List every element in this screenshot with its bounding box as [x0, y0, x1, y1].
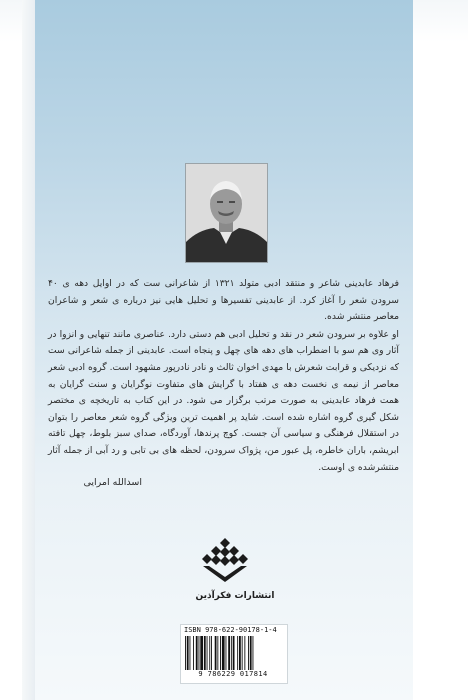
barcode-bar [187, 636, 189, 670]
barcode-bar [231, 636, 232, 670]
barcode-bar [185, 636, 186, 670]
barcode-bar [199, 636, 200, 670]
bio-author-signature: اسدالله امرایی [83, 477, 142, 488]
bio-paragraph-1: فرهاد عابدینی شاعر و منتقد ادبی متولد ۱۳۲۱ از شاعرانی ست که در اوایل دهه ی ۴۰ سرودن شعر را آغاز کرد. از عابدینی تفسیرها و تحلیل هایی نیز درباره ی شعر و شاعران معاصر منتشر شده. [48, 278, 399, 323]
barcode-bar [228, 636, 230, 670]
barcode-bar [204, 636, 206, 670]
barcode-bar [211, 636, 212, 670]
barcode-bar [220, 636, 221, 670]
bio-paragraph-2: او علاوه بر سرودن شعر در نقد و تحلیل ادبی هم دستی دارد. عناصری مانند تنهایی و انزوا در آثار وی هم سو با اضطراب های دهه های چهل و پنجاه است. عابدینی از جمله شاعرانی ست که نزدیکی و قرابت شعرش با مهدی اخوان ثالث و نادر نادرپور مشهود است. گروه ادبی شعر معاصر از نیمه ی نخست دهه ی هفتاد با گرایش های متفاوت نوگرایان و سنت گرایان به همت فرهاد عابدینی به صورت مرتب برگزار می شود. در این کتاب به تاریخچه ی مختصر شکل گیری گروه اشاره شده است. شاید پر اهمیت ترین ویژگی گروه شعر معاصر را بتوان در استقلال فرهنگی و سیاسی آن جست. کوچ پرندها، آوردگاه، صدای سبز بلوط، چهل تافته ابریشم، باران خاطره، پل عبور من، پژواک سرودن، لحظه های بی تابی و رد آبی از جمله آثار منتشرشده ی اوست. [48, 328, 399, 473]
barcode-bar [190, 636, 191, 670]
spine-edge [22, 0, 35, 700]
isbn-text: ISBN 978-622-90178-1-4 [184, 626, 277, 634]
barcode-bar [226, 636, 227, 670]
barcode-bar [233, 636, 235, 670]
barcode-bar [215, 636, 217, 670]
publisher-name: انتشارات فکرآذین [195, 591, 275, 601]
barcode-bar [193, 636, 194, 670]
barcode-bar [196, 636, 198, 670]
barcode-bar [209, 636, 210, 670]
barcode-digits: 9 786229 017814 [198, 670, 268, 678]
barcode-bar [237, 636, 238, 670]
barcode-bar [242, 636, 243, 670]
portrait-image [186, 164, 267, 262]
barcode-bar [200, 636, 203, 670]
barcode-bar [250, 636, 252, 670]
author-photo [185, 163, 268, 263]
barcode-bar [253, 636, 254, 670]
barcode-bar [244, 636, 245, 670]
barcode-bar [207, 636, 208, 670]
barcode-bar [217, 636, 218, 670]
author-biography [48, 276, 399, 476]
barcode-bar [248, 636, 249, 670]
publisher-logo-icon [200, 538, 250, 584]
barcode-bar [239, 636, 241, 670]
barcode [184, 636, 282, 670]
barcode-bar [222, 636, 225, 670]
